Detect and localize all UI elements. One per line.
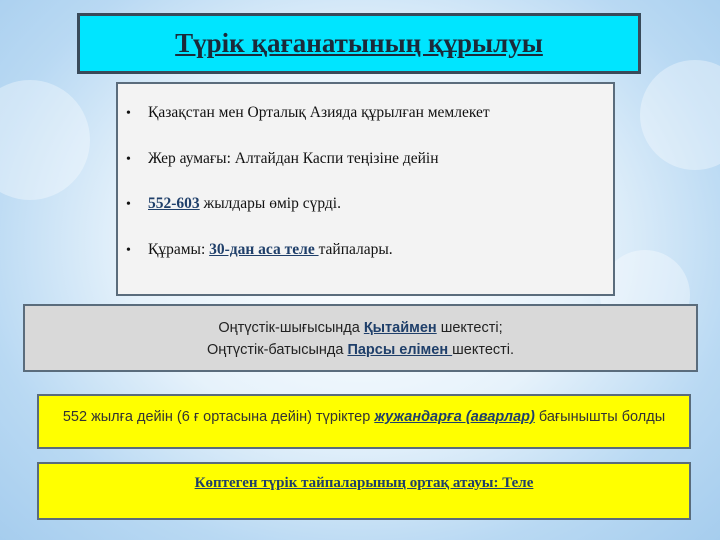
bullet-icon: • [126, 106, 131, 121]
facts-panel [116, 82, 615, 296]
bullet-icon: • [126, 242, 131, 258]
china-highlight: Қытаймен [363, 320, 437, 336]
common-name-panel [37, 462, 691, 520]
border-line-southeast: Оңтүстік-шығысында Қытаймен шектесті; [218, 320, 503, 336]
fact-text: Құрамы: 30-дан аса теле тайпалары. [148, 240, 393, 258]
border-line-southwest: Оңтүстік-батысында Парсы елімен шектесті. [206, 342, 515, 358]
common-name-text: Көптеген түрік тайпаларының ортақ атауы: Теле [194, 475, 534, 491]
background-bokeh [640, 60, 720, 170]
list-item [126, 150, 613, 196]
list-item [126, 241, 613, 287]
rulers-highlight: жужандарға (аварлар) [374, 409, 535, 425]
bullet-icon: • [126, 197, 131, 212]
title-banner [77, 13, 641, 74]
history-panel: 552 жылға дейін (6 ғ ортасына дейін) түріктер жужандарға (аварлар) бағынышты болды [37, 394, 691, 449]
page-title: Түрік қағанатының құрылуы [175, 28, 543, 58]
years-highlight: 552-603 [148, 195, 200, 212]
facts-list [126, 104, 613, 286]
background-bokeh [0, 80, 90, 200]
list-item [126, 104, 613, 150]
persia-highlight: Парсы елімен [347, 342, 453, 358]
list-item [126, 195, 613, 241]
fact-text: 552-603 жылдары өмір сүрді. [148, 195, 341, 212]
borders-panel [23, 304, 698, 372]
tribes-highlight: 30-дан аса теле [209, 240, 319, 258]
fact-text: Қазақстан мен Орталық Азияда құрылған мемлекет [148, 104, 490, 121]
fact-text: Жер аумағы: Алтайдан Каспи теңізіне дейін [148, 149, 439, 167]
bullet-icon: • [126, 151, 131, 167]
